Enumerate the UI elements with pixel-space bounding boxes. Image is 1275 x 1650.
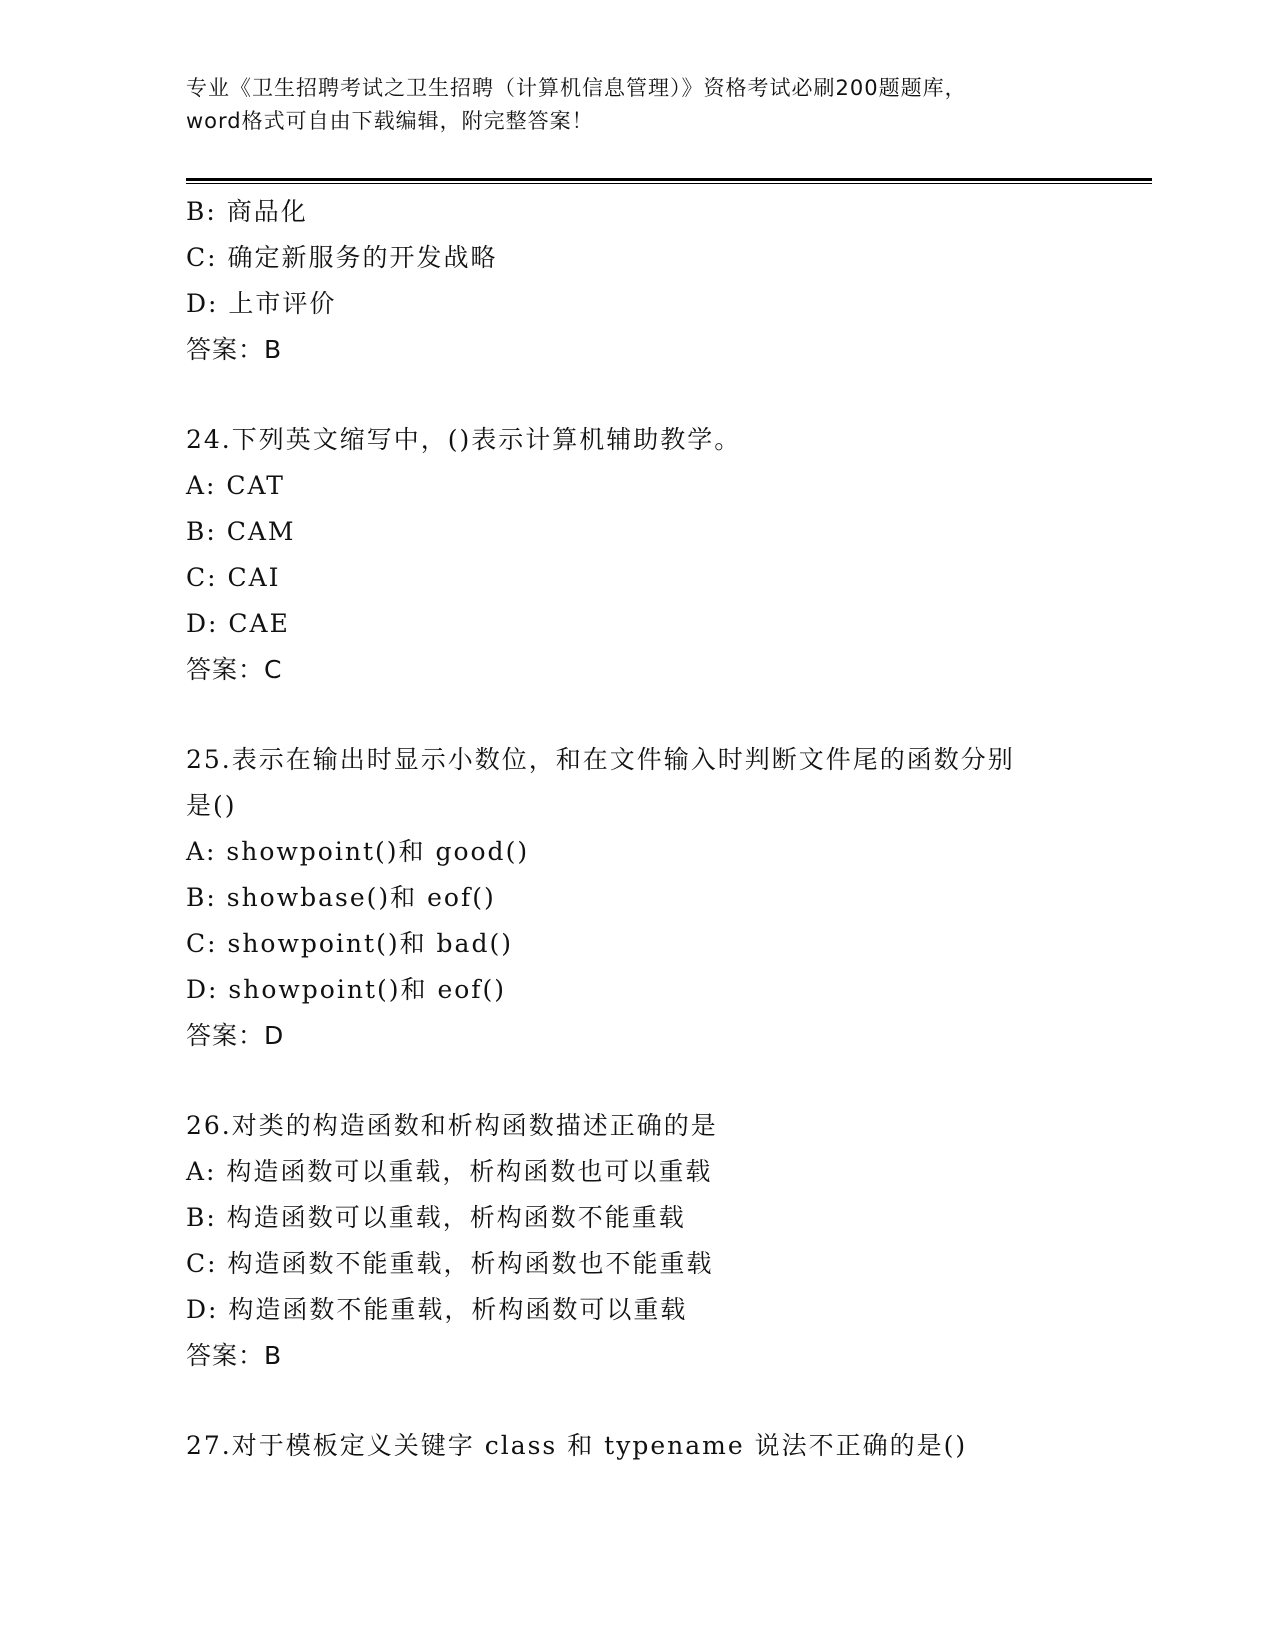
option-d: D: showpoint()和 eof()	[186, 975, 507, 1004]
option-c: C: showpoint()和 bad()	[186, 929, 513, 958]
option-c: C: 构造函数不能重载，析构函数也不能重载	[186, 1249, 714, 1278]
question-list	[186, 189, 1086, 1469]
question-text: 26.对类的构造函数和析构函数描述正确的是	[186, 1111, 718, 1140]
question-26	[186, 1103, 1086, 1379]
answer: 答案：D	[186, 1021, 285, 1050]
option-b: B: 商品化	[186, 197, 308, 226]
option-b: B: 构造函数可以重载，析构函数不能重载	[186, 1203, 686, 1232]
answer: 答案：B	[186, 1341, 283, 1370]
option-d: D: 构造函数不能重载，析构函数可以重载	[186, 1295, 688, 1324]
answer: 答案：C	[186, 655, 283, 684]
answer: 答案：B	[186, 335, 283, 364]
question-27	[186, 1423, 1086, 1469]
option-d: D: 上市评价	[186, 289, 337, 318]
question-23-tail	[186, 189, 1086, 373]
document-header	[186, 72, 1086, 138]
header-divider-thin	[186, 183, 1152, 184]
question-24	[186, 417, 1086, 693]
question-text: 27.对于模板定义关键字 class 和 typename 说法不正确的是()	[186, 1431, 968, 1460]
question-25	[186, 737, 1086, 1059]
question-text: 25.表示在输出时显示小数位，和在文件输入时判断文件尾的函数分别	[186, 745, 1015, 774]
option-c: C: 确定新服务的开发战略	[186, 243, 498, 272]
question-text-continued: 是()	[186, 791, 237, 820]
option-a: A: showpoint()和 good()	[186, 837, 530, 866]
option-b: B: showbase()和 eof()	[186, 883, 496, 912]
option-a: A: CAT	[186, 471, 285, 500]
option-d: D: CAE	[186, 609, 290, 638]
option-b: B: CAM	[186, 517, 296, 546]
header-divider-thick	[186, 178, 1152, 181]
option-c: C: CAI	[186, 563, 281, 592]
header-line-1: 专业《卫生招聘考试之卫生招聘（计算机信息管理）》资格考试必刷200题题库，	[186, 76, 967, 100]
question-text: 24.下列英文缩写中，()表示计算机辅助教学。	[186, 425, 742, 454]
header-line-2: word格式可自由下载编辑，附完整答案！	[186, 109, 594, 133]
option-a: A: 构造函数可以重载，析构函数也可以重载	[186, 1157, 713, 1186]
